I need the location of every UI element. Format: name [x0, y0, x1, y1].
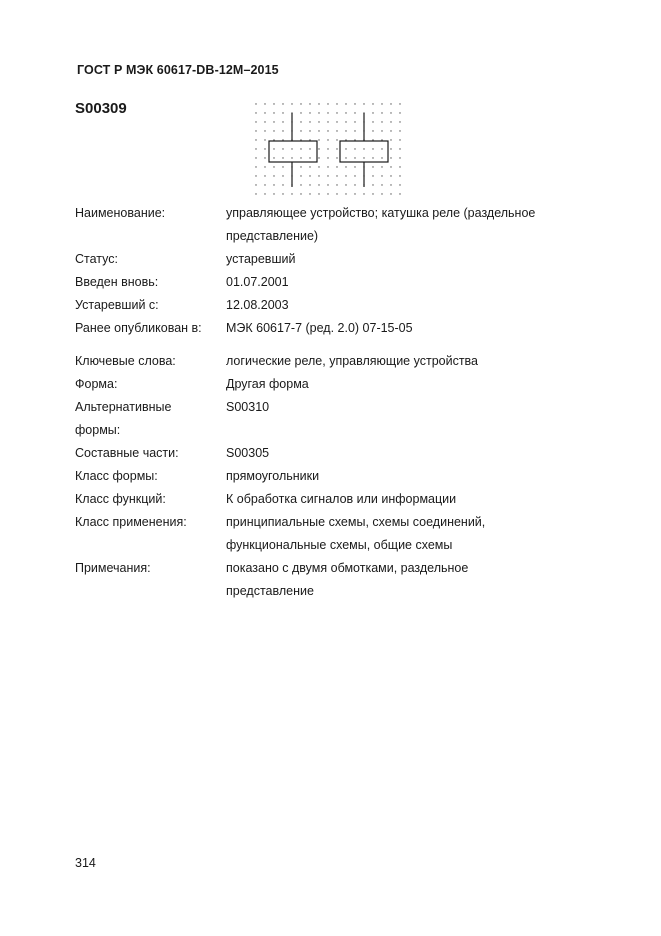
- grid-dot: [264, 184, 265, 185]
- grid-dot: [372, 103, 373, 104]
- grid-dot: [291, 193, 292, 194]
- grid-dot: [390, 121, 391, 122]
- grid-dot: [345, 148, 346, 149]
- property-row-obsolete-since: [75, 294, 575, 317]
- grid-dot: [273, 157, 274, 158]
- grid-dot: [399, 157, 400, 158]
- grid-dot: [255, 130, 256, 131]
- grid-dot: [372, 157, 373, 158]
- grid-dot: [327, 139, 328, 140]
- grid-dot: [336, 184, 337, 185]
- grid-dot: [354, 130, 355, 131]
- grid-dot: [255, 103, 256, 104]
- grid-dot: [309, 184, 310, 185]
- grid-dot: [300, 121, 301, 122]
- grid-dot: [264, 175, 265, 176]
- grid-dot: [399, 139, 400, 140]
- grid-dot: [309, 112, 310, 113]
- property-label-line: формы:: [75, 423, 121, 437]
- grid-dot: [345, 112, 346, 113]
- grid-dot: [345, 166, 346, 167]
- grid-dot: [291, 157, 292, 158]
- grid-dot: [390, 175, 391, 176]
- property-row-introduced: [75, 271, 575, 294]
- grid-dot: [255, 139, 256, 140]
- grid-dot: [399, 184, 400, 185]
- grid-dot: [273, 175, 274, 176]
- grid-dot: [309, 148, 310, 149]
- grid-dot: [255, 193, 256, 194]
- grid-dot: [318, 121, 319, 122]
- grid-dot: [381, 184, 382, 185]
- grid-dot: [363, 193, 364, 194]
- group-spacer: [75, 340, 575, 350]
- standard-title: ГОСТ Р МЭК 60617-DB-12M–2015: [77, 63, 279, 77]
- grid-dot: [363, 157, 364, 158]
- grid-dot: [327, 184, 328, 185]
- grid-dot: [336, 112, 337, 113]
- property-value: Другая форма: [226, 377, 309, 391]
- property-value: [226, 511, 575, 557]
- grid-dot: [282, 103, 283, 104]
- grid-dot: [264, 157, 265, 158]
- property-value-line: управляющее устройство; катушка реле (раздельное: [226, 206, 536, 220]
- property-value-line: функциональные схемы, общие схемы: [226, 538, 453, 552]
- grid-dot: [354, 166, 355, 167]
- grid-dot: [372, 112, 373, 113]
- grid-dot: [282, 121, 283, 122]
- grid-dot: [273, 130, 274, 131]
- property-label: Примечания:: [75, 561, 151, 575]
- grid-dot: [318, 139, 319, 140]
- grid-dot: [381, 130, 382, 131]
- grid-dot: [300, 184, 301, 185]
- property-label: Класс формы:: [75, 469, 158, 483]
- grid-dot: [291, 103, 292, 104]
- grid-dot: [336, 166, 337, 167]
- property-value: прямоугольники: [226, 469, 320, 483]
- property-row-form-class: [75, 465, 575, 488]
- property-value-line: принципиальные схемы, схемы соединений,: [226, 515, 486, 529]
- grid-dot: [264, 103, 265, 104]
- grid-dot: [381, 148, 382, 149]
- grid-dot: [300, 175, 301, 176]
- grid-dot: [309, 121, 310, 122]
- grid-dot: [255, 184, 256, 185]
- grid-dot: [399, 166, 400, 167]
- grid-dot: [309, 193, 310, 194]
- property-label: Наименование:: [75, 206, 166, 220]
- grid-dot: [273, 148, 274, 149]
- grid-dot: [399, 130, 400, 131]
- grid-dot: [264, 130, 265, 131]
- grid-dot: [336, 139, 337, 140]
- grid-dot: [282, 112, 283, 113]
- grid-dot: [354, 184, 355, 185]
- grid-dot: [399, 148, 400, 149]
- property-label: Класс применения:: [75, 515, 187, 529]
- grid-dot: [318, 157, 319, 158]
- grid-dot: [390, 139, 391, 140]
- grid-dot: [345, 130, 346, 131]
- grid-dot: [354, 193, 355, 194]
- property-label: Ключевые слова:: [75, 354, 176, 368]
- grid-dot: [381, 121, 382, 122]
- grid-dot: [282, 130, 283, 131]
- grid-dot: [399, 103, 400, 104]
- symbol-code: S00309: [75, 100, 127, 117]
- property-row-keywords: [75, 350, 575, 373]
- grid-dot: [372, 175, 373, 176]
- grid-dot: [282, 166, 283, 167]
- grid-dot: [273, 193, 274, 194]
- grid-dot: [381, 157, 382, 158]
- grid-dot: [318, 130, 319, 131]
- grid-dot: [309, 175, 310, 176]
- property-row-status: [75, 248, 575, 271]
- grid-dot: [354, 148, 355, 149]
- grid-dot: [345, 157, 346, 158]
- grid-dot: [255, 157, 256, 158]
- grid-dot: [282, 184, 283, 185]
- grid-dot: [282, 157, 283, 158]
- property-row-function-class: [75, 488, 575, 511]
- grid-dot: [354, 121, 355, 122]
- grid-dot: [336, 130, 337, 131]
- grid-dot: [318, 175, 319, 176]
- grid-dot: [264, 193, 265, 194]
- property-value: К обработка сигналов или информации: [226, 492, 457, 506]
- property-label: Устаревший с:: [75, 298, 159, 312]
- grid-dots: [255, 103, 400, 194]
- property-value: МЭК 60617-7 (ред. 2.0) 07-15-05: [226, 321, 413, 335]
- grid-dot: [381, 175, 382, 176]
- grid-dot: [390, 112, 391, 113]
- property-row-application-class: [75, 511, 575, 557]
- grid-dot: [390, 193, 391, 194]
- property-value: 01.07.2001: [226, 275, 289, 289]
- grid-dot: [300, 166, 301, 167]
- grid-dot: [273, 166, 274, 167]
- grid-dot: [273, 184, 274, 185]
- grid-dot: [327, 148, 328, 149]
- grid-dot: [273, 121, 274, 122]
- grid-dot: [336, 157, 337, 158]
- grid-dot: [318, 166, 319, 167]
- grid-dot: [345, 193, 346, 194]
- grid-dot: [336, 193, 337, 194]
- property-label: Ранее опубликован в:: [75, 321, 202, 335]
- coil-right: [340, 113, 388, 187]
- grid-dot: [399, 193, 400, 194]
- grid-dot: [354, 103, 355, 104]
- grid-dot: [390, 157, 391, 158]
- grid-dot: [372, 166, 373, 167]
- grid-dot: [390, 103, 391, 104]
- grid-dot: [399, 121, 400, 122]
- grid-dot: [372, 193, 373, 194]
- grid-dot: [327, 103, 328, 104]
- grid-dot: [327, 157, 328, 158]
- grid-dot: [381, 166, 382, 167]
- property-row-name: [75, 202, 575, 248]
- grid-dot: [327, 166, 328, 167]
- property-value-line: представление: [226, 584, 314, 598]
- grid-dot: [336, 103, 337, 104]
- grid-dot: [318, 184, 319, 185]
- page-number: 314: [75, 856, 96, 870]
- grid-dot: [363, 148, 364, 149]
- property-label: [75, 396, 226, 442]
- grid-dot: [255, 166, 256, 167]
- grid-dot: [327, 175, 328, 176]
- property-row-alternative-forms: [75, 396, 575, 442]
- property-value: 12.08.2003: [226, 298, 289, 312]
- grid-dot: [291, 148, 292, 149]
- grid-dot: [300, 112, 301, 113]
- grid-dot: [390, 184, 391, 185]
- grid-dot: [318, 148, 319, 149]
- grid-dot: [255, 112, 256, 113]
- property-row-notes: [75, 557, 575, 603]
- grid-dot: [264, 166, 265, 167]
- grid-dot: [318, 193, 319, 194]
- grid-dot: [372, 121, 373, 122]
- grid-dot: [390, 166, 391, 167]
- grid-dot: [327, 130, 328, 131]
- property-value-line: показано с двумя обмотками, раздельное: [226, 561, 469, 575]
- grid-dot: [309, 130, 310, 131]
- grid-dot: [309, 166, 310, 167]
- grid-dot: [300, 103, 301, 104]
- grid-dot: [345, 121, 346, 122]
- property-label: Форма:: [75, 377, 118, 391]
- grid-dot: [282, 193, 283, 194]
- grid-dot: [345, 103, 346, 104]
- grid-dot: [372, 184, 373, 185]
- properties-table: [75, 202, 575, 603]
- property-label-line: Альтернативные: [75, 400, 172, 414]
- grid-dot: [318, 112, 319, 113]
- grid-dot: [399, 112, 400, 113]
- grid-dot: [381, 112, 382, 113]
- property-value: S00310: [226, 400, 270, 414]
- grid-dot: [381, 193, 382, 194]
- property-label: Класс функций:: [75, 492, 166, 506]
- property-row-components: [75, 442, 575, 465]
- property-value: S00305: [226, 446, 270, 460]
- grid-dot: [390, 130, 391, 131]
- grid-dot: [327, 121, 328, 122]
- property-value-line: представление): [226, 229, 319, 243]
- grid-dot: [345, 175, 346, 176]
- property-row-form: [75, 373, 575, 396]
- grid-dot: [282, 148, 283, 149]
- grid-dot: [273, 112, 274, 113]
- grid-dot: [300, 157, 301, 158]
- grid-dot: [300, 193, 301, 194]
- grid-dot: [318, 103, 319, 104]
- grid-dot: [264, 112, 265, 113]
- grid-dot: [273, 103, 274, 104]
- grid-dot: [354, 175, 355, 176]
- relay-coil-detached-representation-icon: [253, 101, 403, 197]
- grid-dot: [327, 193, 328, 194]
- grid-dot: [354, 157, 355, 158]
- grid-dot: [345, 184, 346, 185]
- property-label: Статус:: [75, 252, 118, 266]
- grid-dot: [390, 148, 391, 149]
- grid-dot: [282, 175, 283, 176]
- grid-dot: [354, 112, 355, 113]
- property-label: Введен вновь:: [75, 275, 159, 289]
- grid-dot: [363, 103, 364, 104]
- grid-dot: [399, 175, 400, 176]
- grid-dot: [264, 139, 265, 140]
- grid-dot: [372, 148, 373, 149]
- property-value: устаревший: [226, 252, 296, 266]
- grid-dot: [300, 148, 301, 149]
- property-value: [226, 557, 575, 603]
- grid-dot: [300, 130, 301, 131]
- grid-dot: [255, 148, 256, 149]
- grid-dot: [264, 148, 265, 149]
- grid-dot: [381, 103, 382, 104]
- property-value: логические реле, управляющие устройства: [226, 354, 479, 368]
- grid-dot: [372, 130, 373, 131]
- grid-dot: [309, 157, 310, 158]
- grid-dot: [336, 175, 337, 176]
- property-label: Составные части:: [75, 446, 179, 460]
- grid-dot: [255, 121, 256, 122]
- grid-dot: [336, 148, 337, 149]
- grid-dot: [327, 112, 328, 113]
- property-row-previously-published: [75, 317, 575, 340]
- grid-dot: [255, 175, 256, 176]
- property-value: [226, 202, 575, 248]
- grid-dot: [264, 121, 265, 122]
- grid-dot: [309, 103, 310, 104]
- grid-dot: [336, 121, 337, 122]
